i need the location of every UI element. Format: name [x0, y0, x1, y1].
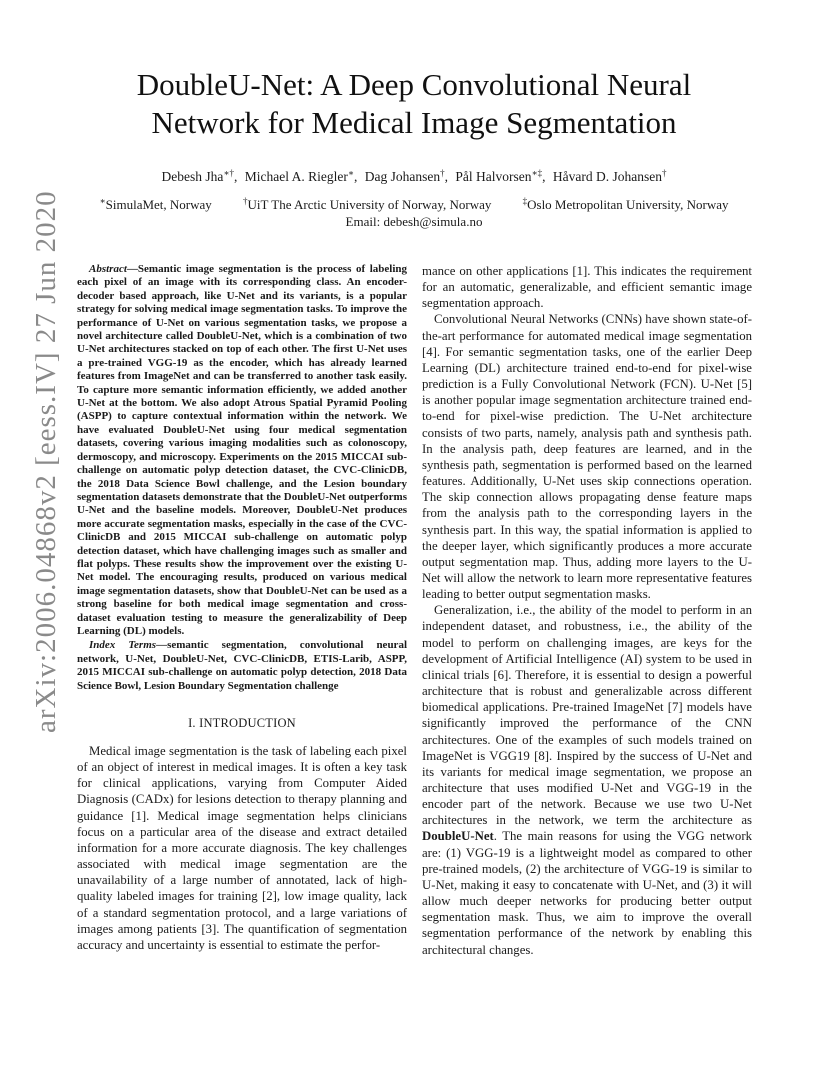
- affiliation-list: [0, 196, 828, 213]
- affiliation-uit: [243, 196, 491, 213]
- author-2: [245, 169, 354, 184]
- author-5: [553, 169, 667, 184]
- author-affiliation-mark: ∗: [347, 168, 354, 178]
- author-affiliation-mark: ∗‡: [531, 168, 543, 178]
- introduction-paragraph-1: Medical image segmentation is the task of labeling each pixel of an object of interest in medical images. It is often a key task for clinical applications, varying from Computer Aided Diagnosis (CADx) for lesions detection to therapy planning and guidance [1]. Medical image segmentation helps clinicians focus on a particular area of the disease and extract detailed information for a more accurate diagnosis. The key challenges associated with medical image segmentation are the unavailability of a large number of annotated, lack of high-quality labeled images for training [2], low image quality, lack of a standard segmentation protocol, and a large variations of images among patients [3]. The quantification of segmentation accuracy and uncertainty is essential to estimate the perfor-: [77, 744, 407, 952]
- arxiv-identifier-stamp: arXiv:2006.04868v2 [eess.IV] 27 Jun 2020: [30, 190, 62, 733]
- paper-title-line-2: Network for Medical Image Segmentation: [151, 105, 677, 140]
- author-affiliation-mark: †: [440, 168, 445, 178]
- affiliation-mark: ∗: [99, 196, 106, 206]
- author-affiliation-mark: †: [661, 168, 667, 178]
- author-name: Håvard D. Johansen: [552, 169, 662, 184]
- abstract: [77, 263, 407, 638]
- affiliation-name: UiT The Arctic University of Norway, Norway: [247, 197, 492, 212]
- index-terms-text: —semantic segmentation, convolutional neural network, U-Net, DoubleU-Net, CVC-ClinicDB, ETIS-Larib, ASPP, 2015 MICCAI sub-challenge on automatic polyp detection, 2018 Data Science Bowl, Lesion Boundary Segmentation challenge: [77, 639, 407, 692]
- introduction-paragraph-3: [422, 602, 752, 957]
- author-separator: ,: [234, 169, 238, 184]
- author-separator: ,: [542, 169, 546, 184]
- author-list: [0, 168, 828, 186]
- author-name: Michael A. Riegler: [244, 169, 348, 184]
- abstract-text: —Semantic image segmentation is the process of labeling each pixel of an image with its corresponding class. An encoder-decoder based approach, like U-Net and its variants, is a popular strategy for solving medical image segmentation tasks. To improve the performance of U-Net on various segmentation tasks, we propose a novel architecture called DoubleU-Net, which is a combination of two U-Net architectures stacked on top of each other. The first U-Net uses a pre-trained VGG-19 as the encoder, which has already learned features from ImageNet and can be transferred to another task easily. To capture more semantic information efficiently, we added another U-Net at the bottom. We also adopt Atrous Spatial Pyramid Pooling (ASPP) to capture contextual information within the network. We have evaluated DoubleU-Net using four medical segmentation datasets, covering various imaging modalities such as colonoscopy, dermoscopy, and microscopy. Experiments on the 2015 MICCAI sub-challenge on automatic polyp detection dataset, the CVC-ClinicDB, the 2018 Data Science Bowl challenge, and the Lesion boundary segmentation datasets demonstrate that the DoubleU-Net outperforms U-Net and the baseline models. Moreover, DoubleU-Net produces more accurate segmentation masks, especially in the case of the CVC-ClinicDB and 2015 MICCAI sub-challenge on automatic polyp detection dataset, which have challenging images such as smaller and flat polyps. These results show the improvement over the existing U-Net model. The encouraging results, produced on various medical image segmentation datasets, show that DoubleU-Net can be used as a strong baseline for both medical image segmentation and cross-dataset evaluation testing to measure the generalizability of Deep Learning (DL) models.: [77, 263, 407, 637]
- paper-title-line-1: DoubleU-Net: A Deep Convolutional Neural: [136, 67, 692, 102]
- author-affiliation-mark: ∗†: [223, 168, 235, 178]
- paper-header: [0, 66, 828, 230]
- affiliation-simulamet: [100, 196, 212, 213]
- author-1: [162, 169, 234, 184]
- contact-email: Email: debesh@simula.no: [345, 214, 483, 229]
- affiliation-oslomet: [523, 196, 729, 213]
- architecture-name: DoubleU-Net: [422, 829, 494, 844]
- introduction-paragraph-2: Convolutional Neural Networks (CNNs) have shown state-of-the-art performance for automated medical image segmentation [4]. For semantic segmentation tasks, one of the earlier Deep Learning (DL) architecture trained end-to-end for pixel-wise prediction is a Fully Convolutional Network (FCN). U-Net [5] is another popular image segmentation architecture trained end-to-end for pixel-wise prediction. The U-Net architecture consists of two parts, namely, analysis path and synthesis path. In the analysis path, deep features are learned, and in the synthesis path, segmentation is performed based on the learned features. Additionally, U-Net uses skip connections operation. The skip connection allows propagating dense feature maps from the analysis path to the corresponding layers in the synthesis part. In this way, the spatial information is applied to the deeper layer, which significantly produces a more accurate output segmentation map. Thus, adding more layers to the U-Net will allow the network to learn more representative features leading to better output segmentation masks.: [422, 312, 752, 602]
- author-4: [455, 169, 542, 184]
- affiliation-name: Oslo Metropolitan University, Norway: [527, 197, 729, 212]
- affiliation-name: SimulaMet, Norway: [105, 197, 212, 212]
- right-column: [422, 263, 752, 958]
- left-column: [77, 263, 407, 953]
- author-name: Dag Johansen: [364, 169, 441, 184]
- index-terms-label: Index Terms: [89, 639, 157, 652]
- paragraph-text: . The main reasons for using the VGG network are: (1) VGG-19 is a lightweight model as compared to other pre-trained models, (2) the architecture of VGG-19 is similar to U-Net, making it easy to concatenate with U-Net, and (3) it will allow much deeper networks for producing better output segmentation mask. Thus, we aim to improve the overall segmentation performance of the network by enabling this architectural changes.: [422, 829, 752, 957]
- section-heading-introduction: I. INTRODUCTION: [188, 716, 296, 730]
- author-name: Debesh Jha: [161, 169, 224, 184]
- paper-title: [0, 66, 828, 142]
- affiliation-mark: ‡: [522, 196, 528, 206]
- paragraph-text: Generalization, i.e., the ability of the model to perform in an independent dataset, and robustness, i.e., the ability of the model to perform on challenging images, are keys for the development of Artificial Intelligence (AI) system to be used in clinical trials [6]. Therefore, it is essential to design a powerful architecture that is robust and generalizable across different biomedical applications. Pre-trained ImageNet [7] models have significantly improved the performance of the CNN architectures. One of the examples of such models trained on ImageNet is VGG19 [8]. Inspired by the success of U-Net and its variants for medical image segmentation, we propose an architecture that uses modified U-Net and VGG-19 in the encoder part of the network. Because we use two U-Net architectures in the network, we term the architecture as: [422, 603, 752, 828]
- affiliation-mark: †: [243, 196, 248, 206]
- abstract-label: Abstract: [89, 263, 127, 275]
- author-3: [365, 169, 445, 184]
- introduction-paragraph-1-continued: mance on other applications [1]. This indicates the requirement for an automatic, generalizable, and efficient semantic image segmentation approach.: [422, 264, 752, 311]
- author-name: Pål Halvorsen: [455, 169, 532, 184]
- author-separator: ,: [444, 169, 448, 184]
- index-terms: [77, 639, 407, 693]
- author-separator: ,: [354, 169, 358, 184]
